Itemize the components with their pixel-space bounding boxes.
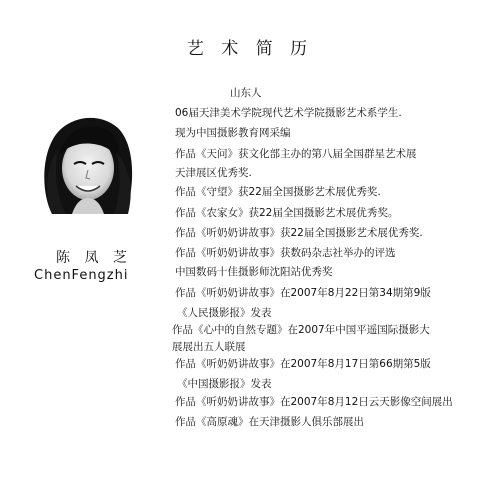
- bio-line: 中国数码十佳摄影师沈阳站优秀奖: [175, 266, 333, 278]
- bio-line: 作品《心中的自然专题》在2007年中国平遥国际摄影大: [172, 324, 430, 336]
- bio-line: 作品《高原魂》在天津摄影人俱乐部展出: [175, 416, 364, 428]
- bio-line: 作品《农家女》获22届全国摄影艺术展优秀奖。: [175, 207, 399, 219]
- bio-line: 天津展区优秀奖.: [175, 167, 252, 179]
- bio-line: 现为中国摄影教育网采编: [175, 127, 291, 139]
- bio-line: 山东人: [230, 87, 262, 99]
- bio-line: 展展出五人联展: [172, 341, 246, 353]
- bio-line: 作品《听奶奶讲故事》获22届全国摄影艺术展优秀奖.: [175, 227, 423, 239]
- bio-line: 作品《听奶奶讲故事》在2007年8月12日云天影像空间展出: [175, 396, 453, 408]
- bio-line: 作品《听奶奶讲故事》在2007年8月22日第34期第9版: [175, 287, 431, 299]
- bio-line: 作品《天问》获文化部主办的第八届全国群星艺术展: [175, 148, 417, 160]
- name-chinese: 陈 凤 芝: [56, 250, 132, 266]
- bio-line: 作品《听奶奶讲故事》获数码杂志社举办的评选: [175, 247, 396, 259]
- name-english: ChenFengzhi: [34, 268, 129, 283]
- bio-line: 《人民摄影报》发表: [177, 307, 272, 319]
- bio-line: 作品《听奶奶讲故事》在2007年8月17日第66期第5版: [175, 358, 431, 370]
- bio-line: 06届天津美术学院现代艺术学院摄影艺术系学生.: [175, 107, 402, 119]
- bio-line: 作品《守望》获22届全国摄影艺术展优秀奖.: [175, 186, 381, 198]
- page-title: 艺 术 简 历: [186, 39, 314, 59]
- bio-line: 《中国摄影报》发表: [177, 378, 272, 390]
